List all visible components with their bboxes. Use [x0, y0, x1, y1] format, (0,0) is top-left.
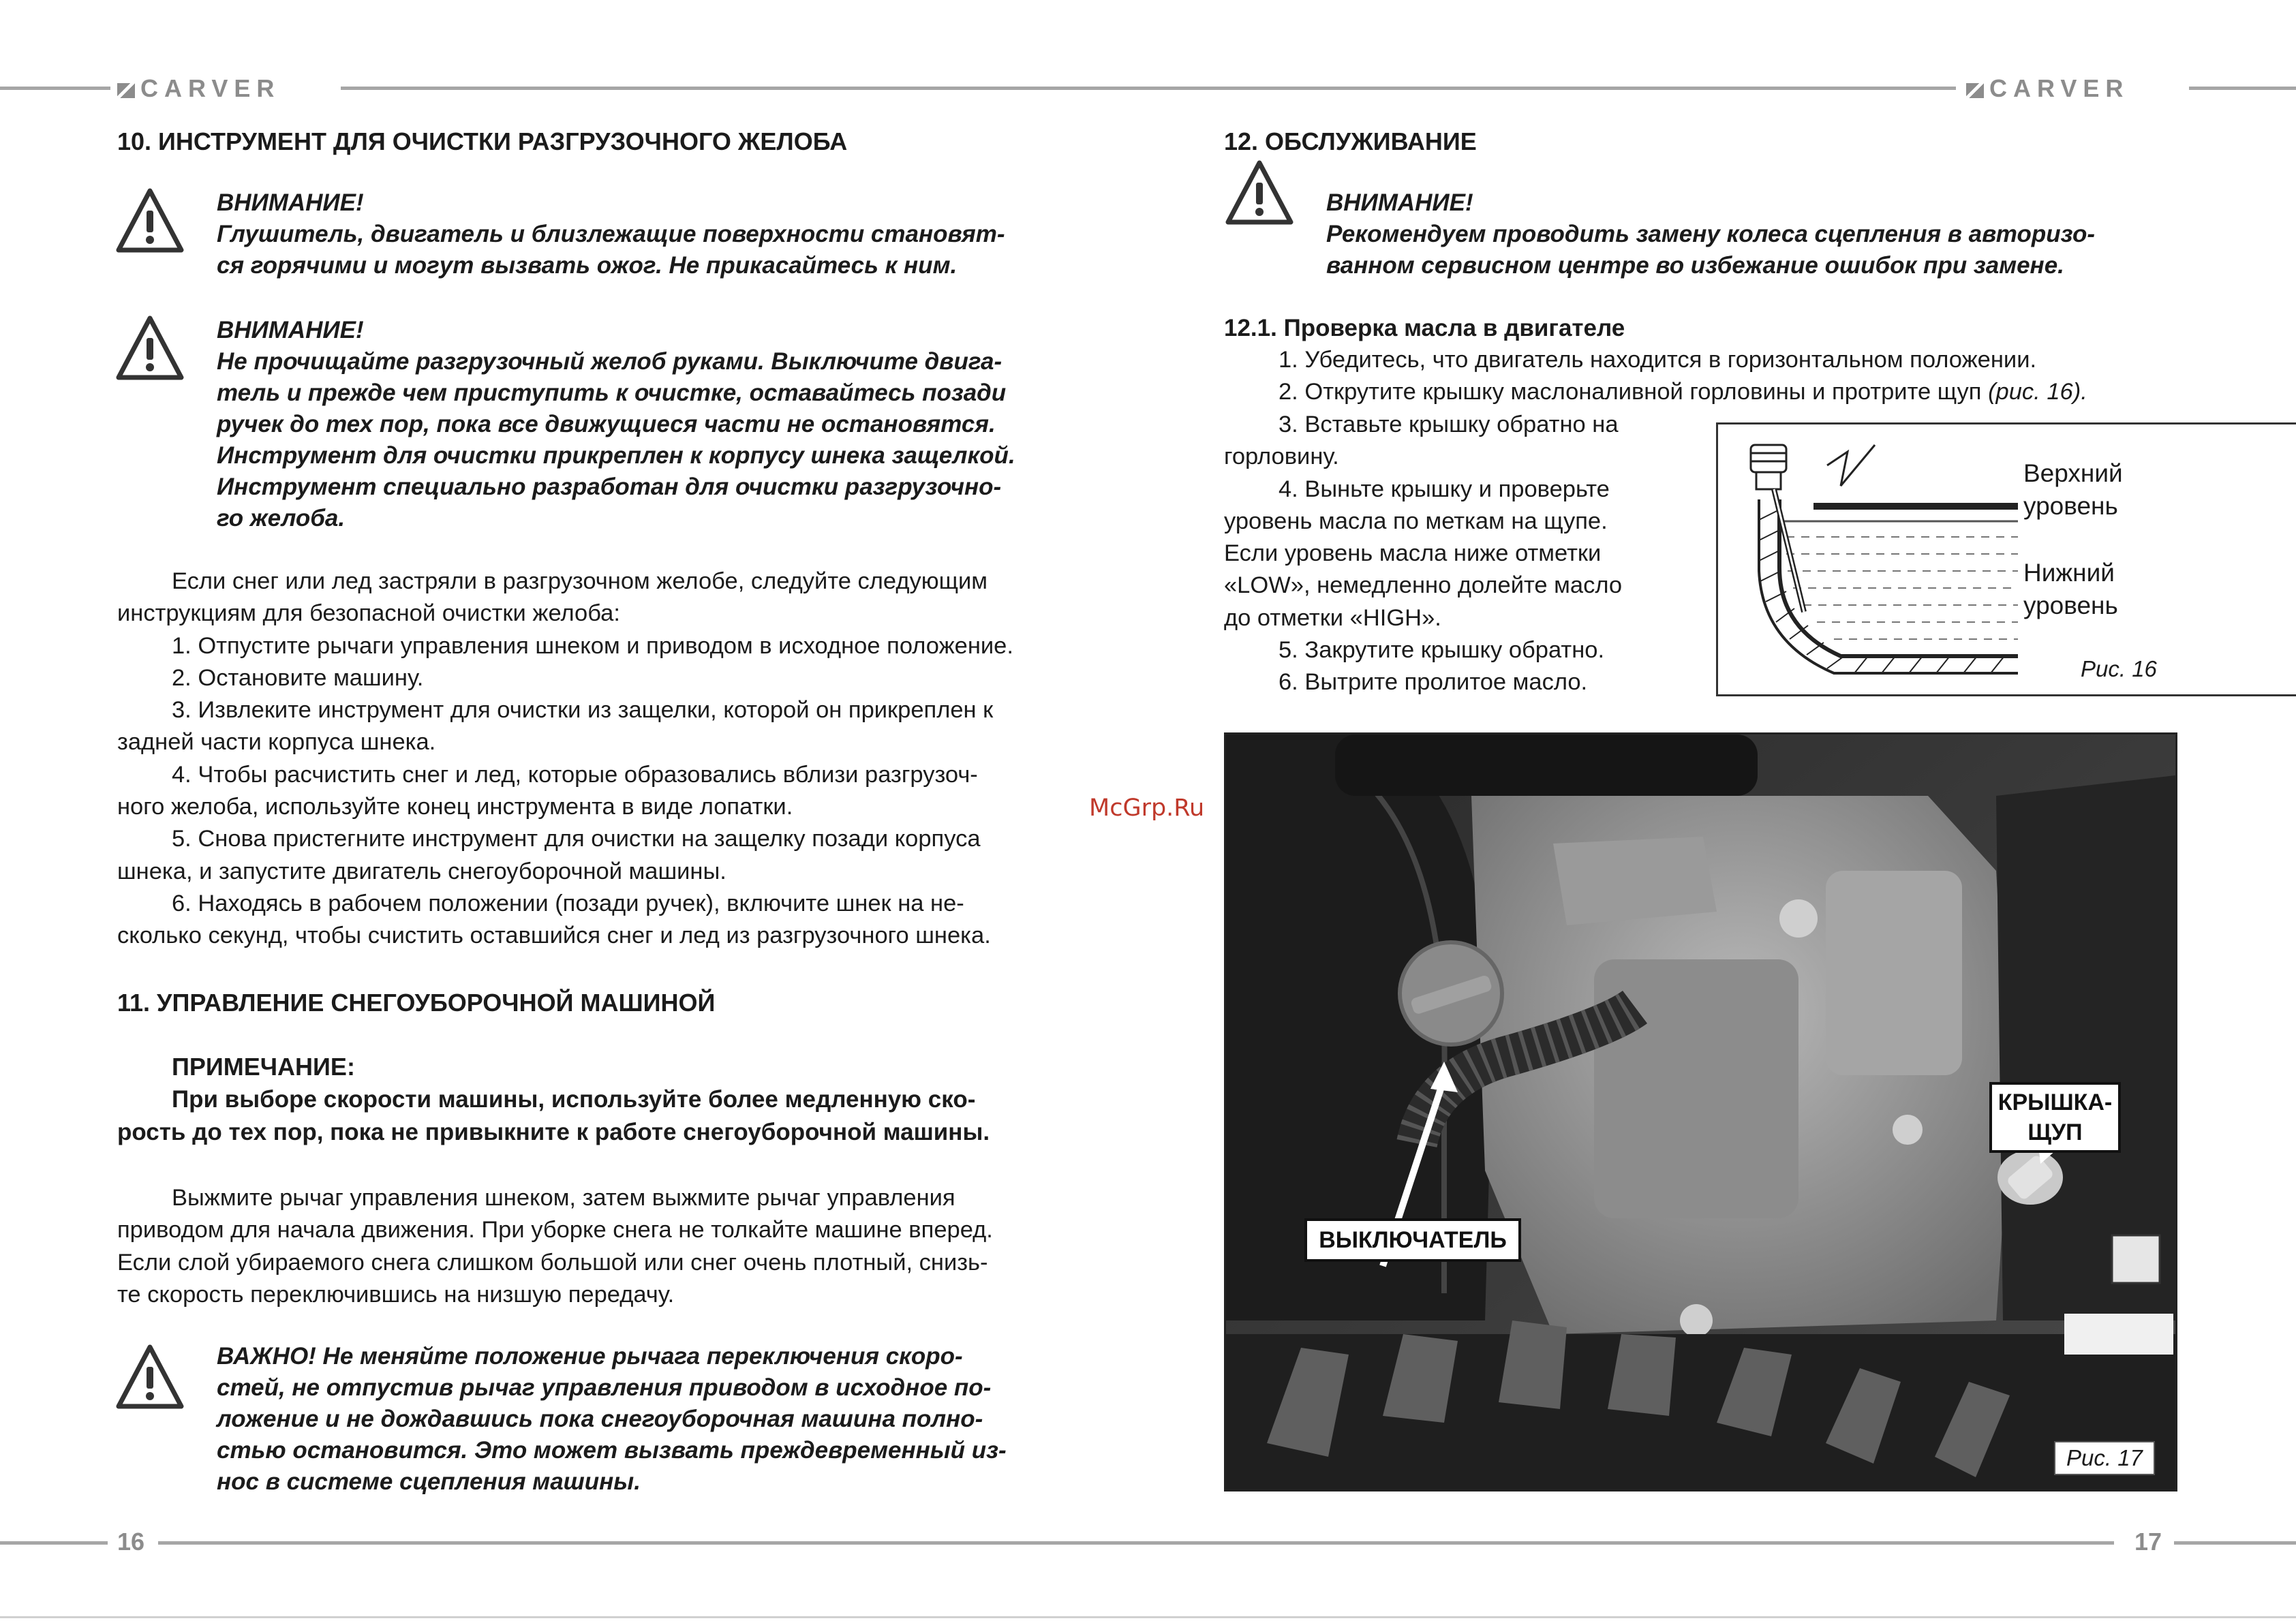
brand-logo-right — [1966, 75, 2129, 102]
subsection-oil-check-title: 12.1. Проверка масла в двигателе — [1224, 315, 1625, 341]
figure-16-caption: Рис. 16 — [2081, 656, 2157, 681]
warning-triangle-icon — [116, 1344, 184, 1412]
header-rule-left — [0, 87, 110, 90]
figure-16-dipstick-diagram — [1716, 422, 2296, 696]
warning-clutch-service: ВНИМАНИЕ! Рекомендуем проводить замену колеса сцепления в авторизо- ванном сервисном центре во избежание ошибок при замене. — [1326, 189, 2096, 279]
warning-triangle-icon — [1225, 159, 1294, 228]
switch-callout: ВЫКЛЮЧАТЕЛЬ — [1304, 1218, 1521, 1262]
page-number-right: 17 — [2134, 1528, 2162, 1556]
header-rule-middle — [341, 87, 1956, 90]
footer-rule-middle — [158, 1541, 2114, 1545]
logo-mark-icon — [1966, 83, 1984, 98]
oil-check-steps-full: 1. Убедитесь, что двигатель находится в горизонтальном положении. 2. Открутите крышку маслоналивной горловины и протрите щуп (рис. 16). — [1279, 347, 2087, 405]
figure-17-caption: Рис. 17 — [2054, 1441, 2155, 1475]
figure-reference: (рис. 16). — [1988, 379, 2087, 405]
warning-triangle-icon — [116, 315, 184, 383]
page-number-left: 16 — [117, 1528, 145, 1556]
oil-check-steps-narrow: 3. Вставьте крышку обратно на горловину. 4. Выньте крышку и проверьте уровень масла по меткам на щупе. Если уровень масла ниже отметки «LOW», немедленно долейте масло до отметки «HIGH». 5. Закрутите крышку обратно. 6. Вытрите пролитое масло. — [1224, 412, 1623, 696]
logo-mark-icon — [117, 83, 135, 98]
chute-cleaning-instructions: Если снег или лед застряли в разгрузочном желобе, следуйте следующим инструкциям для безопасной очистки желоба: 1. Отпустите рычаги управления шнеком и приводом в исходное положение. 2. Остановите машину. 3. Извлеките инструмент для очистки из защелки, которой он прикреплен к задней части корпуса шнека. 4. Чтобы расчистить снег и лед, которые образовались вблизи разгрузоч- ного желоба, используйте конец инструмента в виде лопатки. 5. Снова пристегните инструмент для очистки на защелку позади корпуса шнека, и запустите двигатель снегоуборочной машины. 6. Находясь в рабочем положении (позади ручек), включите шнек на не- сколько секунд, чтобы счистить оставшийся снег и лед из разгрузочного шнека. — [117, 568, 1013, 949]
brand-logo-left — [117, 75, 280, 102]
section-12-title: 12. ОБСЛУЖИВАНИЕ — [1224, 127, 1477, 155]
important-gear-change: ВАЖНО! Не меняйте положение рычага переключения скоро- стей, не отпустив рычаг управления приводом в исходное по- ложение и не дождавшись пока снегоуборочная машина полно- стью остановится. Это может вызвать преждевременный из- нос в системе сцепления машины. — [217, 1343, 1007, 1495]
section-10-title: 10. ИНСТРУМЕНТ ДЛЯ ОЧИСТКИ РАЗГРУЗОЧНОГО ЖЕЛОБА — [117, 127, 848, 155]
dipstick-illustration — [1732, 438, 2018, 683]
warning-do-not-clean-by-hand: ВНИМАНИЕ! Не прочищайте разгрузочный желоб руками. Выключите двига- тель и прежде чем приступить к очистке, оставайтесь позади ручек до тех пор, пока все движущиеся части не остановятся. Инструмент для очистки прикреплен к корпусу шнека защелкой. Инструмент специально разработан для очистки разгрузочно- го желоба. — [217, 317, 1015, 531]
footer-rule-right — [2174, 1541, 2296, 1545]
footer-rule-left — [0, 1541, 108, 1545]
upper-level-label: Верхний уровень — [2023, 459, 2123, 520]
header-rule-right — [2189, 87, 2296, 90]
lower-level-label: Нижний уровень — [2023, 559, 2118, 619]
note-body: При выборе скорости машины, используйте более медленную ско- рость до тех пор, пока не привыкните к работе снегоуборочной машины. — [117, 1086, 990, 1145]
figure-17-engine-photo — [1224, 732, 2177, 1491]
warning-hot-surfaces: ВНИМАНИЕ! Глушитель, двигатель и близлежащие поверхности становят- ся горячими и могут вызвать ожог. Не прикасайтесь к ним. — [217, 189, 1005, 279]
drive-instructions: Выжмите рычаг управления шнеком, затем выжмите рычаг управления приводом для начала движения. При уборке снега не толкайте машине вперед. Если слой убираемого снега слишком большой или снег очень плотный, снизь- те скорость переключившись на низшую передачу. — [117, 1185, 993, 1308]
section-11-title: 11. УПРАВЛЕНИЕ СНЕГОУБОРОЧНОЙ МАШИНОЙ — [117, 989, 716, 1017]
brand-name: CARVER — [140, 74, 281, 102]
warning-triangle-icon — [116, 187, 184, 256]
dipstick-callout: КРЫШКА- ЩУП — [1989, 1082, 2121, 1153]
brand-name: CARVER — [1989, 74, 2130, 102]
bottom-edge — [0, 1616, 2296, 1618]
watermark: McGrp.Ru — [1089, 794, 1205, 822]
note-title: ПРИМЕЧАНИЕ: — [172, 1053, 355, 1081]
